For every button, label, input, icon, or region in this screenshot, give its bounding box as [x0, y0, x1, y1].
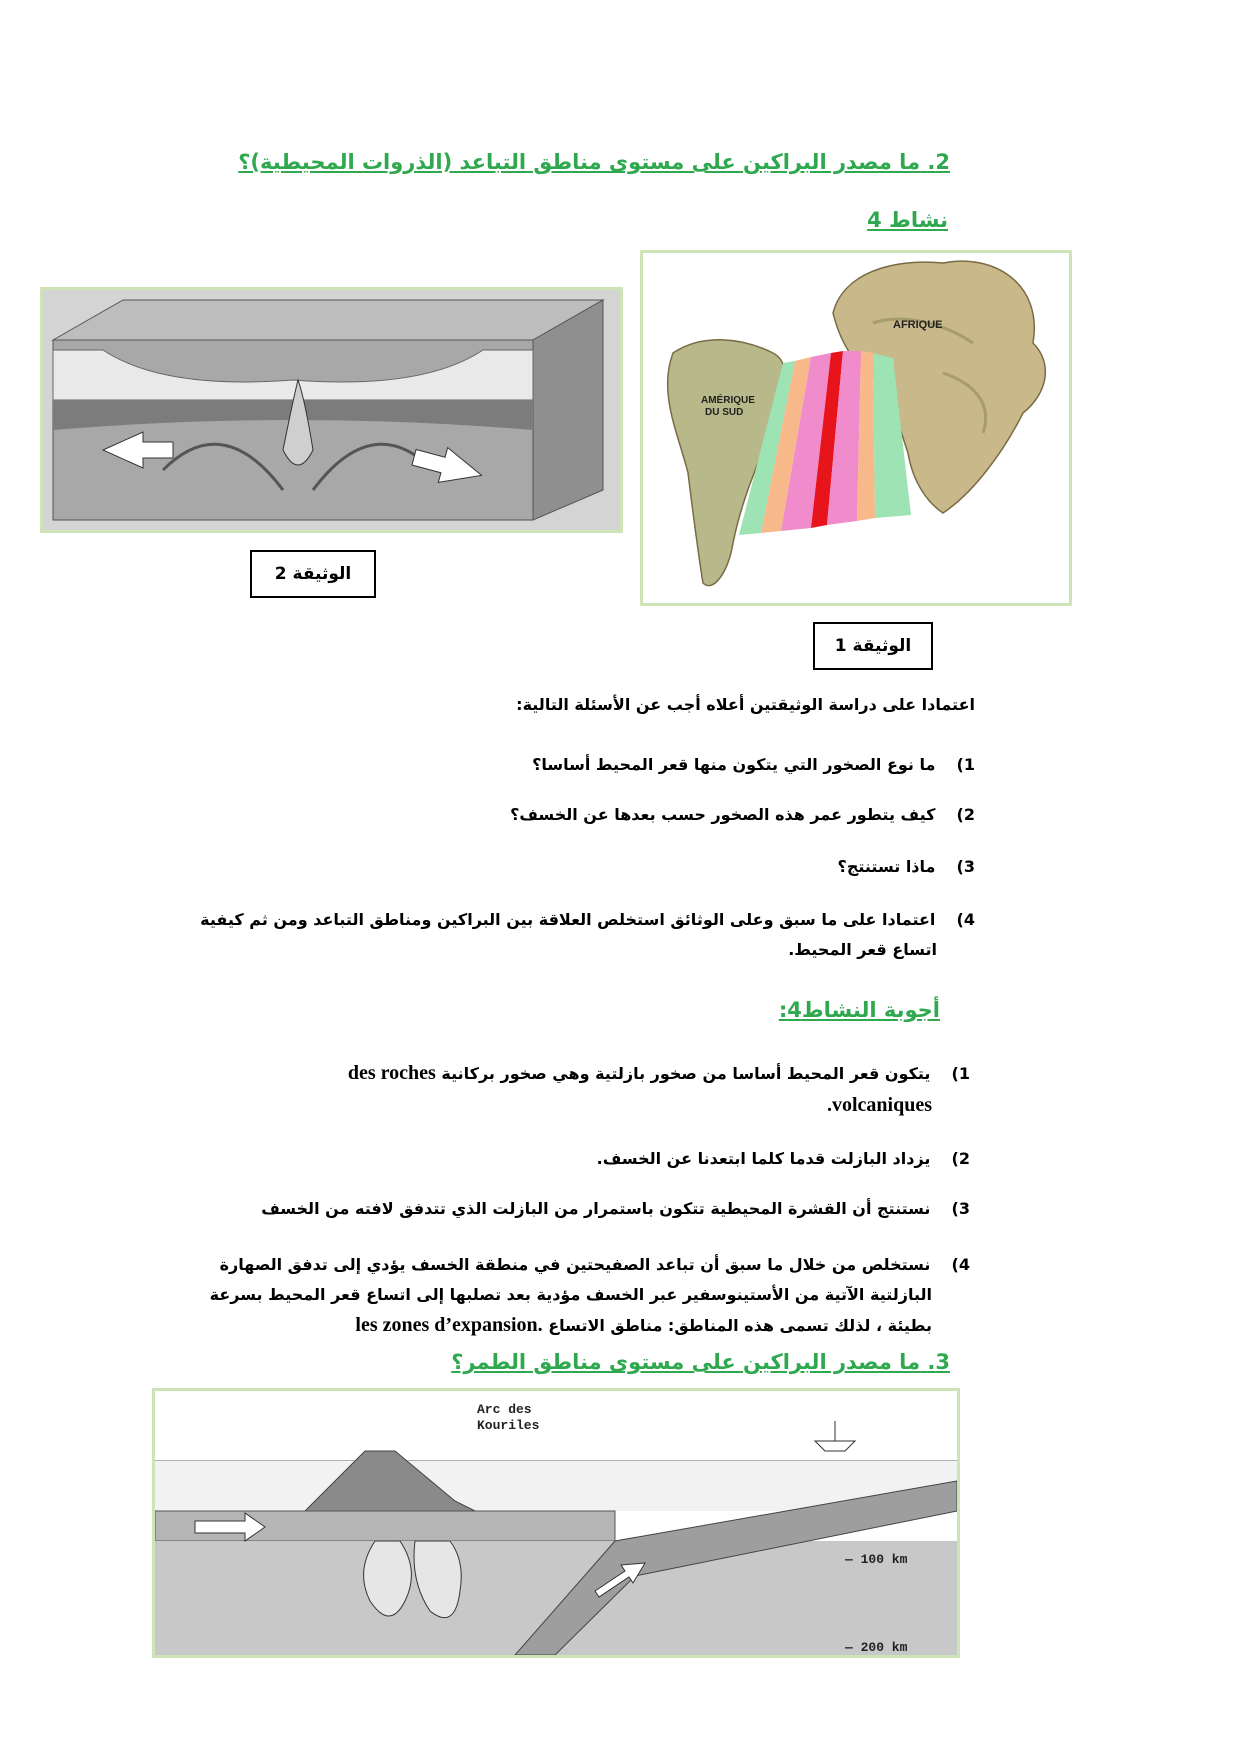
- doc1-caption: الوثيقة 1: [813, 622, 933, 670]
- doc1-map-frame: [640, 250, 1072, 606]
- answer-4: [140, 1250, 970, 1341]
- section-2-number: 2.: [927, 150, 950, 174]
- arc-label-1: Arc des: [477, 1402, 532, 1417]
- answer-4-line-2: البازلتية الآتية من الأستينوسفير عبر الخسف مؤدية بعد تصلبها إلى اتساع قعر المحيط بسرعة: [209, 1285, 932, 1304]
- answer-2-text: يزداد البازلت قدما كلما ابتعدنا عن الخسف.: [596, 1149, 931, 1168]
- africa-label: AFRIQUE: [893, 319, 943, 331]
- south-america-label-1: AMÉRIQUE: [701, 395, 755, 406]
- depth-100-label: — 100 km: [845, 1552, 908, 1567]
- question-number: 1): [956, 755, 975, 774]
- question-text: كيف يتطور عمر هذه الصخور حسب بعدها عن الخسف؟: [510, 805, 936, 824]
- question-text: اعتمادا على ما سبق وعلى الوثائق استخلص العلاقة بين البراكين ومناطق التباعد ومن ثم كيفية: [200, 910, 936, 929]
- answer-number: 1): [951, 1064, 970, 1083]
- question-1: [75, 750, 975, 780]
- activity-4-label: نشاط 4: [867, 208, 948, 232]
- answer-4-french: les zones d’expansion.: [355, 1314, 543, 1336]
- question-number: 4): [956, 910, 975, 929]
- doc2-caption: الوثيقة 2: [250, 550, 376, 598]
- doc3-diagram-frame: [152, 1388, 960, 1658]
- section-2-title: ما مصدر البراكين على مستوى مناطق التباعد (الذروات المحيطية)؟: [238, 150, 921, 174]
- subduction-diagram: [155, 1391, 957, 1655]
- answer-1-arabic: يتكون قعر المحيط أساسا من صخور بازلتية وهي صخور بركانية: [441, 1064, 931, 1083]
- answer-4-line-3: [140, 1310, 970, 1341]
- question-number: 3): [956, 857, 975, 876]
- answer-3: [140, 1194, 970, 1224]
- answer-1-french-1: des roches: [347, 1062, 436, 1084]
- section-3-heading: [150, 1350, 950, 1374]
- answer-1: [140, 1058, 970, 1121]
- question-text: ماذا تستنتج؟: [837, 857, 936, 876]
- answer-number: 3): [951, 1199, 970, 1218]
- answer-4-line-1: [140, 1250, 970, 1280]
- answer-number: 4): [951, 1255, 970, 1274]
- answer-4-text-1: نستخلص من خلال ما سبق أن تباعد الصفيحتين في منطقة الخسف يؤدي إلى تدفق الصهارة: [219, 1255, 931, 1274]
- ocean-expansion-map: [643, 253, 1069, 603]
- question-3: [75, 852, 975, 882]
- south-america-label-2: DU SUD: [705, 407, 744, 418]
- answer-1-french-2: .volcaniques: [826, 1094, 932, 1116]
- block-top: [53, 300, 603, 340]
- instructions-text: اعتمادا على دراسة الوثيقتين أعلاه أجب عن الأسئلة التالية:: [516, 695, 975, 714]
- ridge-block-diagram: [43, 290, 620, 530]
- answer-1-line-1: [140, 1058, 970, 1089]
- question-number: 2): [956, 805, 975, 824]
- answer-2: [140, 1144, 970, 1174]
- section-3-number: 3.: [927, 1350, 950, 1374]
- answer-4-text-3: بطيئة ، لذلك تسمى هذه المناطق: مناطق الاتساع: [548, 1316, 932, 1335]
- answer-3-text: نستنتج أن القشرة المحيطية تتكون باستمرار من البازلت الذي تتدفق لافته من الخسف: [261, 1199, 931, 1218]
- section-2-heading: [150, 150, 950, 174]
- question-4: [145, 905, 975, 965]
- arc-label-2: Kouriles: [477, 1418, 540, 1433]
- question-2: [75, 800, 975, 830]
- answer-number: 2): [951, 1149, 970, 1168]
- question-text: ما نوع الصخور التي يتكون منها قعر المحيط أساسا؟: [532, 755, 936, 774]
- doc2-diagram-frame: [40, 287, 623, 533]
- question-4-line-1: [145, 905, 975, 935]
- section-3-title: ما مصدر البراكين على مستوى مناطق الطمر؟: [451, 1350, 921, 1374]
- question-4-line-2: اتساع قعر المحيط.: [788, 940, 937, 959]
- depth-200-label: — 200 km: [845, 1640, 908, 1655]
- answers-title: أجوبة النشاط4:: [778, 998, 940, 1022]
